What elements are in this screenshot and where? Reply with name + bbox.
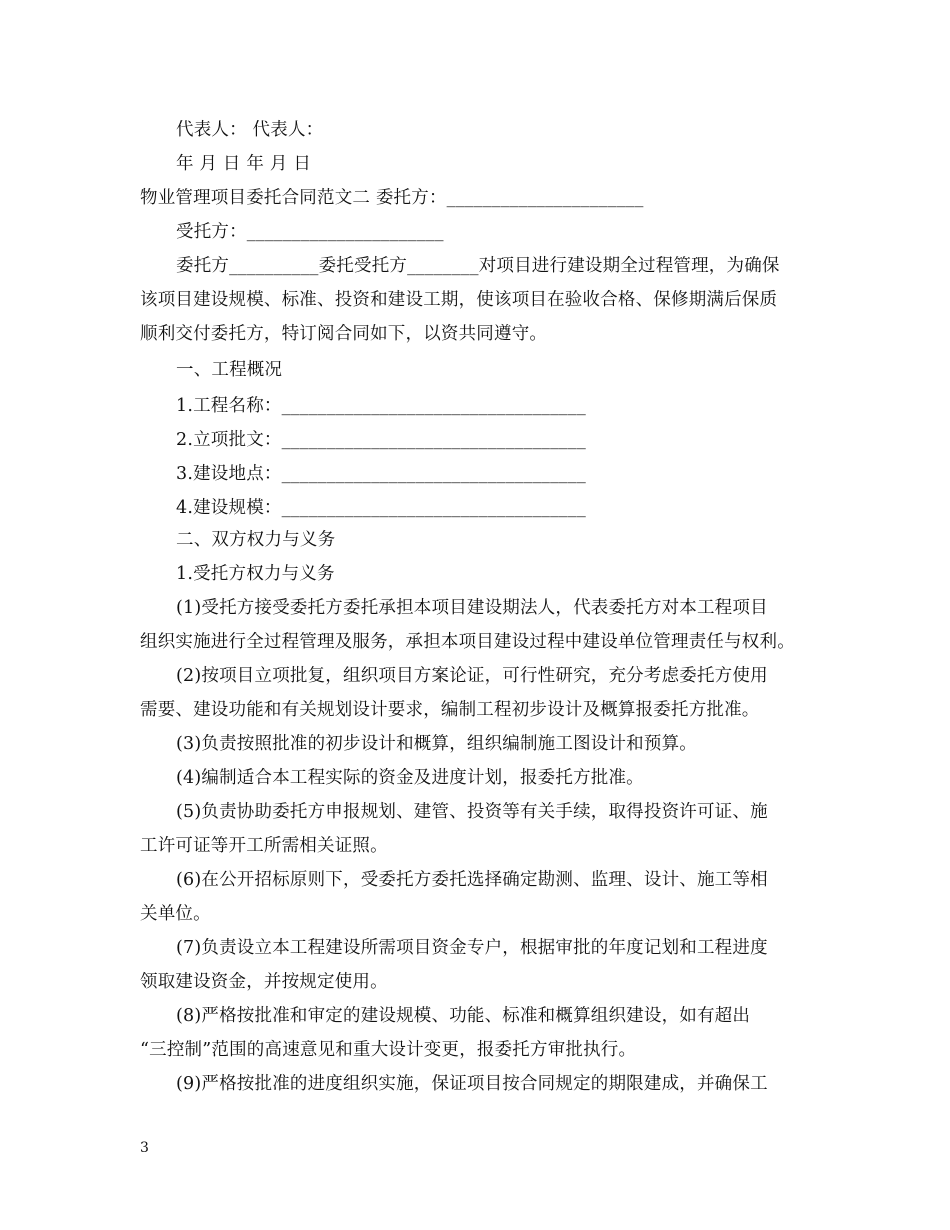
signature-line: 代表人： 代表人： (176, 120, 324, 140)
paragraph-line: 工许可证等开工所需相关证照。 (140, 836, 388, 856)
paragraph-line: “三控制”范围的高速意见和重大设计变更，报委托方审批执行。 (140, 1040, 637, 1060)
form-field-line: 3.建设地点：__________________________________ (176, 464, 586, 484)
page-number: 3 (140, 1140, 149, 1156)
section-heading: 一、工程概况 (176, 360, 283, 380)
paragraph-line: (8)严格按批准和审定的建设规模、功能、标准和概算组织建设，如有超出 (176, 1006, 751, 1026)
date-line: 年 月 日 年 月 日 (176, 154, 312, 174)
paragraph-line: (3)负责按照批准的初步设计和概算，组织编制施工图设计和预算。 (176, 734, 697, 754)
paragraph-line: (1)受托方接受委托方委托承担本项目建设期法人，代表委托方对本工程项目 (176, 598, 768, 618)
form-field-line: 4.建设规模：__________________________________ (176, 498, 586, 518)
paragraph-line: 顺利交付委托方，特订阅合同如下，以资共同遵守。 (140, 324, 548, 344)
paragraph-line: (6)在公开招标原则下，受委托方委托选择确定勘测、监理、设计、施工等相 (176, 870, 768, 890)
contract-title-line: 物业管理项目委托合同范文二 委托方：______________________ (140, 188, 644, 208)
paragraph-line: 该项目建设规模、标准、投资和建设工期，使该项目在验收合格、保修期满后保质 (140, 290, 778, 310)
paragraph-line: 关单位。 (140, 904, 211, 924)
paragraph-line: 领取建设资金，并按规定使用。 (140, 972, 388, 992)
paragraph-line: (4)编制适合本工程实际的资金及进度计划，报委托方批准。 (176, 768, 644, 788)
paragraph-line: (7)负责设立本工程建设所需项目资金专户，根据审批的年度记划和工程进度 (176, 938, 768, 958)
paragraph-line: (5)负责协助委托方申报规划、建管、投资等有关手续，取得投资许可证、施 (176, 802, 768, 822)
subsection-heading: 1.受托方权力与义务 (176, 564, 335, 584)
paragraph-line: 委托方__________委托受托方________对项目进行建设期全过程管理，为确保 (176, 256, 780, 276)
form-field-line: 2.立项批文：__________________________________ (176, 430, 586, 450)
paragraph-line: (2)按项目立项批复，组织项目方案论证，可行性研究，充分考虑委托方使用 (176, 666, 768, 686)
trustee-line: 受托方：______________________ (176, 222, 444, 242)
section-heading: 二、双方权力与义务 (176, 530, 336, 550)
paragraph-line: 需要、建设功能和有关规划设计要求，编制工程初步设计及概算报委托方批准。 (140, 700, 760, 720)
paragraph-line: (9)严格按批准的进度组织实施，保证项目按合同规定的期限建成，并确保工 (176, 1074, 768, 1094)
paragraph-line: 组织实施进行全过程管理及服务，承担本项目建设过程中建设单位管理责任与权利。 (140, 632, 795, 652)
form-field-line: 1.工程名称：__________________________________ (176, 396, 586, 416)
